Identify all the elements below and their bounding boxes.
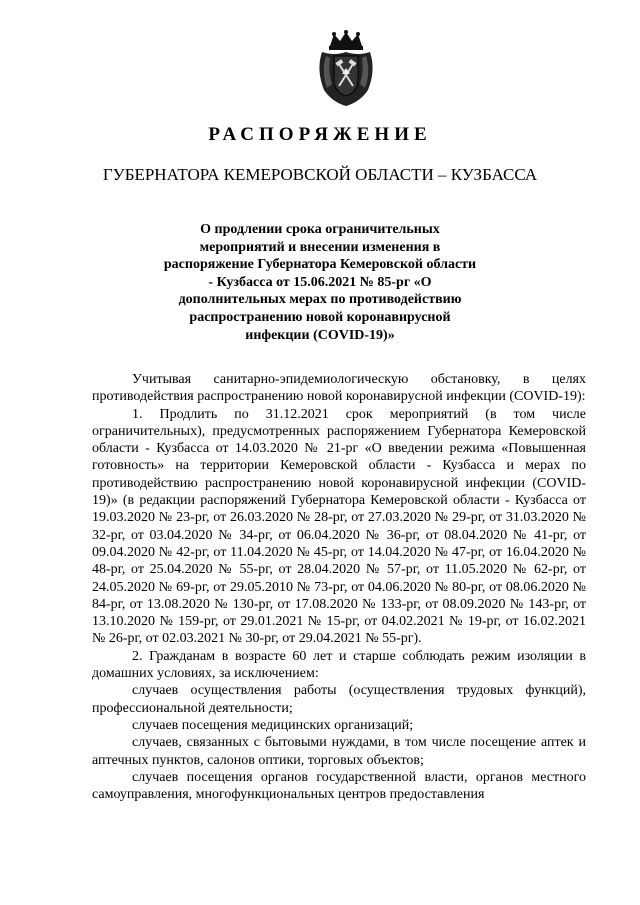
paragraph: 1. Продлить по 31.12.2021 срок мероприятий (в том числе ограничительных), предусмотренных распоряжением Губернатора Кемеровской области - Кузбасса от 14.03.2020 № 21-рг «О введении режима «Повышенная готовность» на территории Кемеровской области - Кузбасса и мерах по противодействию распространению новой коронавирусной инфекции (COVID-19)» (в редакции распоряжений Губернатора Кемеровской области - Кузбасса от 19.03.2020 № 23-рг, от 26.03.2020 № 28-рг, от 27.03.2020 № 29-рг, от 31.03.2020 № 32-рг, от 03.04.2020 № 34-рг, от 06.04.2020 № 36-рг, от 08.04.2020 № 41-рг, от 09.04.2020 № 42-рг, от 11.04.2020 № 45-рг, от 14.04.2020 № 47-рг, от 16.04.2020 № 48-рг, от 25.04.2020 № 55-рг, от 28.04.2020 № 57-рг, от 11.05.2020 № 62-рг, от 24.05.2020 № 69-рг, от 29.05.2010 № 73-рг, от 04.06.2020 № 80-рг, от 08.06.2020 № 84-рг, от 13.08.2020 № 130-рг, от 17.08.2020 № 133-рг, от 08.09.2020 № 143-рг, от 13.10.2020 № 159-рг, от 29.01.2021 № 15-рг, от 04.02.2021 № 19-рг, от 16.02.2021 № 26-рг, от 02.03.2021 № 30-рг, от 29.04.2021 № 55-рг). [92, 406, 586, 647]
coat-of-arms-icon [312, 30, 380, 108]
paragraph: Учитывая санитарно-эпидемиологическую обстановку, в целях противодействия распространению новой коронавирусной инфекции (COVID-19): [92, 372, 586, 405]
paragraph: случаев посещения медицинских организаций; [132, 717, 414, 733]
document-body [92, 371, 586, 803]
paragraph: случаев, связанных с бытовыми нуждами, в том числе посещение аптек и аптечных пунктов, салонов оптики, торговых объектов; [92, 735, 586, 768]
paragraph: случаев посещения органов государственной власти, органов местного самоуправления, многофункциональных центров предоставления [92, 769, 586, 803]
paragraph: случаев осуществления работы (осуществления трудовых функций), профессиональной деятельности; [92, 683, 586, 716]
document-heading: О продлении срока ограничительных мероприятий и внесении изменения в распоряжение Губернатора Кемеровской области - Кузбасса от 15.06.2021 № 85-рг «О дополнительных мерах по противодействию распространению новой коронавирусной инфекции (COVID-19)» [163, 222, 477, 343]
document-subtitle: ГУБЕРНАТОРА КЕМЕРОВСКОЙ ОБЛАСТИ – КУЗБАССА [102, 165, 538, 184]
paragraph: 2. Гражданам в возрасте 60 лет и старше соблюдать режим изоляции в домашних условиях, за исключением: [92, 648, 586, 682]
document-title: РАСПОРЯЖЕНИЕ [208, 124, 432, 145]
